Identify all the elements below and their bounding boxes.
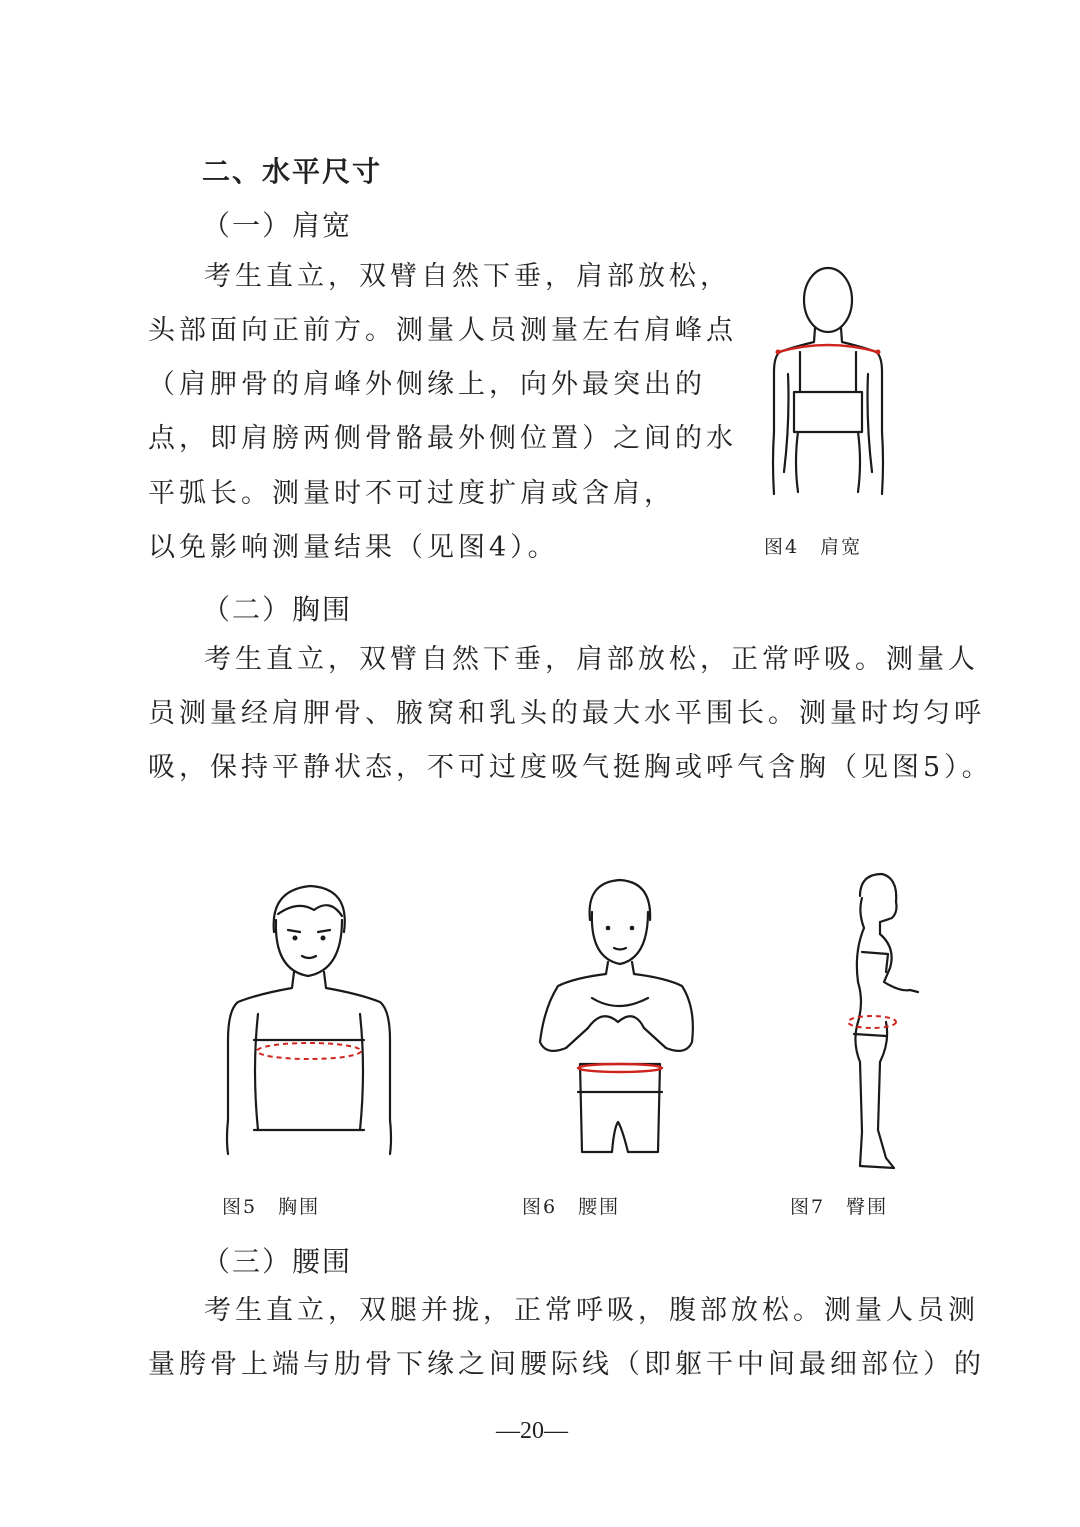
section-heading: 二、水平尺寸	[202, 155, 383, 188]
waist-line-1: 考生直立，双腿并拢，正常呼吸，腹部放松。测量人员测	[204, 1295, 979, 1326]
shoulder-line-6: 以免影响测量结果（见图4）。	[148, 532, 559, 563]
chest-line-3: 吸，保持平静状态，不可过度吸气挺胸或呼气含胸（见图5）。	[148, 752, 993, 783]
chest-line-1: 考生直立，双臂自然下垂，肩部放松，正常呼吸。测量人	[204, 644, 979, 675]
figure-4-caption: 图4 肩宽	[764, 536, 863, 558]
shoulder-heading: （一）肩宽	[202, 209, 353, 242]
figure-5-caption: 图5 胸围	[222, 1196, 321, 1218]
shoulder-line-3: （肩胛骨的肩峰外侧缘上，向外最突出的	[148, 369, 706, 400]
chest-heading: （二）胸围	[202, 593, 353, 626]
chest-line-2: 员测量经肩胛骨、腋窝和乳头的最大水平围长。测量时均匀呼	[148, 698, 985, 729]
waist-heading: （三）腰围	[202, 1245, 353, 1278]
figure-5-chest-illustration	[218, 880, 398, 1160]
figure-6-caption: 图6 腰围	[522, 1196, 621, 1218]
figure-7-hip-illustration	[840, 872, 930, 1172]
shoulder-line-1: 考生直立，双臂自然下垂，肩部放松，	[204, 261, 731, 292]
shoulder-line-2: 头部面向正前方。测量人员测量左右肩峰点	[148, 315, 737, 346]
figure-7-caption: 图7 臀围	[790, 1196, 889, 1218]
shoulder-line-4: 点，即肩膀两侧骨骼最外侧位置）之间的水	[148, 423, 737, 454]
page-number: —20—	[496, 1418, 568, 1444]
shoulder-line-5: 平弧长。测量时不可过度扩肩或含肩，	[148, 478, 675, 509]
figure-6-waist-illustration	[522, 878, 702, 1168]
waist-line-2: 量胯骨上端与肋骨下缘之间腰际线（即躯干中间最细部位）的	[148, 1349, 985, 1380]
figure-4-shoulder-width-illustration	[760, 262, 895, 502]
